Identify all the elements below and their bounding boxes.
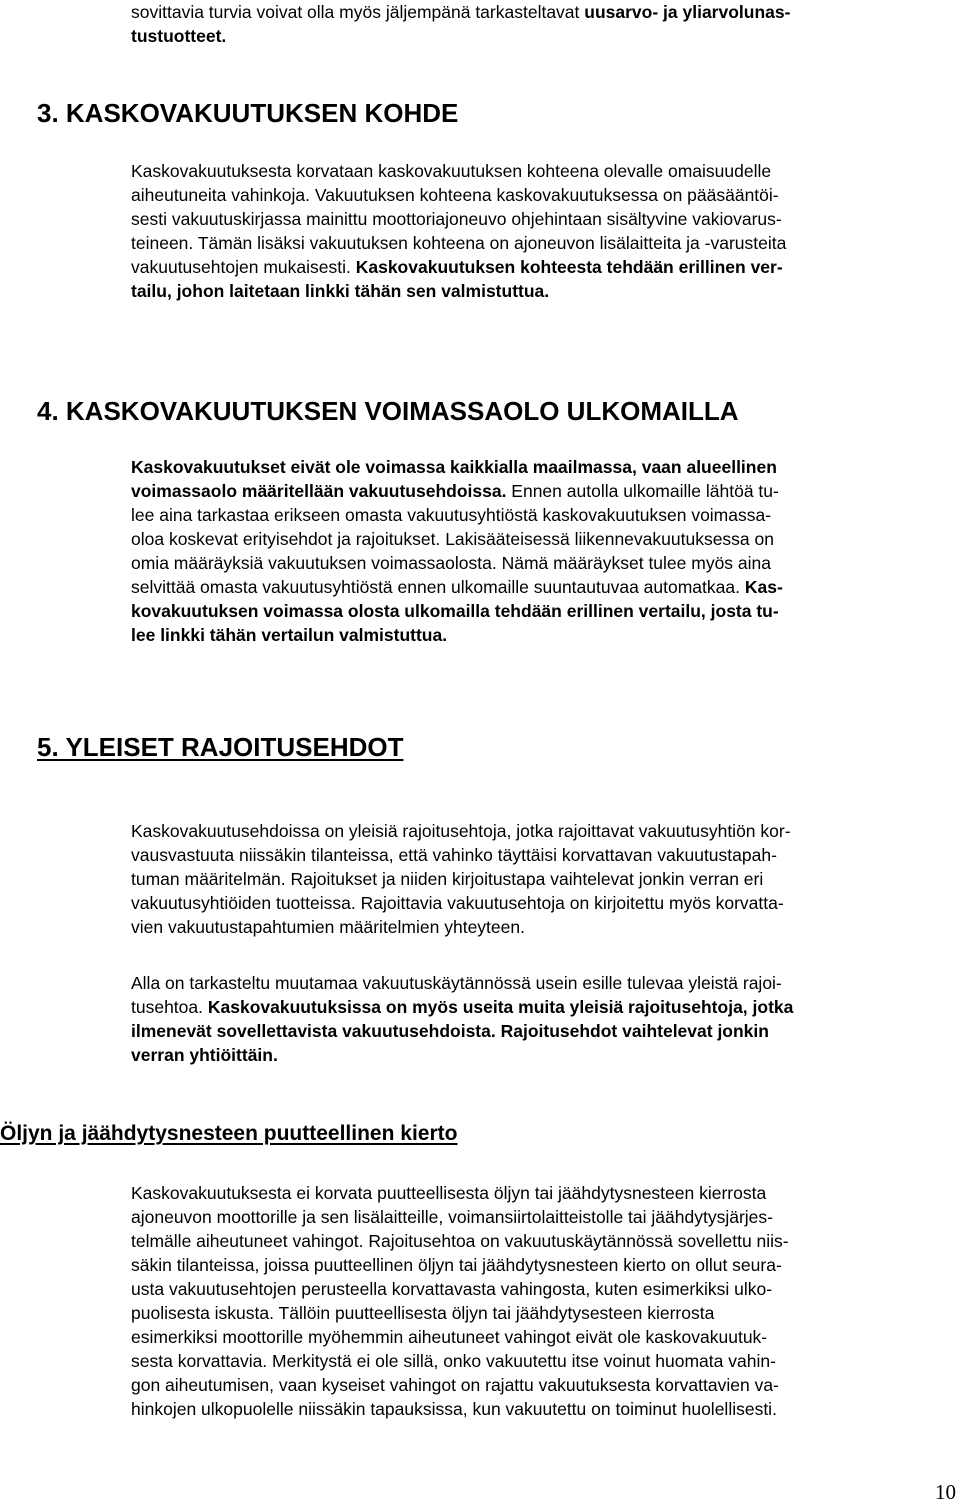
text-line <box>131 1325 789 1349</box>
text-line <box>131 207 786 231</box>
text-line <box>131 1205 789 1229</box>
subsection-paragraph <box>131 1181 789 1421</box>
text-line <box>131 843 791 867</box>
subsection-heading: Öljyn ja jäähdytysnesteen puutteellinen kierto <box>0 1122 458 1145</box>
section-3-heading: 3. KASKOVAKUUTUKSEN KOHDE <box>37 98 459 128</box>
text-line <box>131 623 783 647</box>
body-text: tusehtoa. <box>131 997 208 1017</box>
bold-text: voimassaolo määritellään vakuutusehdoissa. <box>131 481 507 501</box>
body-text: vien vakuutustapahtumien määritelmien yhteyteen. <box>131 917 525 937</box>
body-text: vausvastuuta niissäkin tilanteissa, että vahinko täyttäisi korvattavan vakuutustapah- <box>131 845 777 865</box>
body-text: omia määräyksiä vakuutuksen voimassaolosta. Nämä määräykset tulee myös aina <box>131 553 772 573</box>
body-text: telmälle aiheutuneet vahingot. Rajoitusehtoa on vakuutuskäytännössä sovellettu niis- <box>131 1231 789 1251</box>
text-line <box>131 1019 793 1043</box>
bold-text: Kaskovakuutukset eivät ole voimassa kaikkialla maailmassa, vaan alueellinen <box>131 457 777 477</box>
body-text: puolisesta iskusta. Tällöin puutteellisesta öljyn tai jäähdytysesteen kierrosta <box>131 1303 715 1323</box>
text-line <box>131 551 783 575</box>
text-line <box>131 455 783 479</box>
text-line <box>131 1397 789 1421</box>
body-text: tuman määritelmän. Rajoitukset ja niiden kirjoitustapa vaihtelevat jonkin verran eri <box>131 869 764 889</box>
section-4-heading: 4. KASKOVAKUUTUKSEN VOIMASSAOLO ULKOMAILLA <box>37 396 739 426</box>
text-line <box>131 231 786 255</box>
text-line <box>131 1349 789 1373</box>
text-line <box>131 503 783 527</box>
text-line <box>131 479 783 503</box>
text-line <box>131 1253 789 1277</box>
body-text: Kaskovakuutuksesta ei korvata puutteellisesta öljyn tai jäähdytysnesteen kierrosta <box>131 1183 767 1203</box>
text-line <box>131 891 791 915</box>
text-line <box>131 1277 789 1301</box>
body-text: ajoneuvon moottorille ja sen lisälaitteille, voimansiirtolaitteistolle tai jäähdytysjärjes- <box>131 1207 773 1227</box>
body-text: Alla on tarkasteltu muutamaa vakuutuskäytännössä usein esille tulevaa yleistä rajoi- <box>131 973 782 993</box>
body-text: vakuutusyhtiöiden tuotteissa. Rajoittavia vakuutusehtoja on kirjoitettu myös korvatta- <box>131 893 784 913</box>
bold-text: Kas- <box>744 577 783 597</box>
text-line <box>131 24 790 48</box>
bold-text: kovakuutuksen voimassa olosta ulkomailla tehdään erillinen vertailu, josta tu- <box>131 601 779 621</box>
bold-text: Kaskovakuutuksen kohteesta tehdään erillinen ver- <box>355 257 783 277</box>
text-line <box>131 255 786 279</box>
section-5-heading: 5. YLEISET RAJOITUSEHDOT <box>37 732 404 762</box>
bold-text: lee linkki tähän vertailun valmistuttua. <box>131 625 448 645</box>
text-line <box>131 1301 789 1325</box>
body-text: oloa koskevat erityisehdot ja rajoitukset. Lakisääteisessä liikennevakuutuksessa on <box>131 529 774 549</box>
body-text: Kaskovakuutuksesta korvataan kaskovakuutuksen kohteena olevalle omaisuudelle <box>131 161 772 181</box>
bold-text: verran yhtiöittäin. <box>131 1045 278 1065</box>
bold-text: ilmenevät sovellettavista vakuutusehdoista. Rajoitusehdot vaihtelevat jonkin <box>131 1021 769 1041</box>
text-line <box>131 1229 789 1253</box>
body-text: lee aina tarkastaa erikseen omasta vakuutusyhtiöstä kaskovakuutuksen voimassa- <box>131 505 772 525</box>
bold-text: tailu, johon laitetaan linkki tähän sen valmistuttua. <box>131 281 550 301</box>
text-line <box>131 819 791 843</box>
text-line <box>131 159 786 183</box>
text-line <box>131 867 791 891</box>
body-text: hinkojen ulkopuolelle niissäkin tapauksissa, kun vakuutettu on toiminut huolellisesti. <box>131 1399 777 1419</box>
body-text: gon aiheutumisen, vaan kyseiset vahingot on rajattu vakuutuksesta korvattavien va- <box>131 1375 779 1395</box>
body-text: teineen. Tämän lisäksi vakuutuksen kohteena on ajoneuvon lisälaitteita ja -varusteita <box>131 233 787 253</box>
body-text: usta vakuutusehtojen perusteella korvattavasta vahingosta, kuten esimerkiksi ulko- <box>131 1279 773 1299</box>
text-line <box>131 183 786 207</box>
body-text: sesta korvattavia. Merkitystä ei ole sillä, onko vakuutettu itse voinut huomata vahin- <box>131 1351 776 1371</box>
body-text: vakuutusehtojen mukaisesti. <box>131 257 356 277</box>
body-text: Kaskovakuutusehdoissa on yleisiä rajoitusehtoja, jotka rajoittavat vakuutusyhtiön kor- <box>131 821 791 841</box>
body-text: aiheutuneita vahinkoja. Vakuutuksen kohteena kaskovakuutuksessa on pääsääntöi- <box>131 185 779 205</box>
section-4-paragraph <box>131 455 783 647</box>
body-text: esimerkiksi moottorille myöhemmin aiheutuneet vahingot eivät ole kaskovakuutuk- <box>131 1327 768 1347</box>
bold-text: Kaskovakuutuksissa on myös useita muita yleisiä rajoitusehtoja, jotka <box>207 997 794 1017</box>
body-text: sovittavia turvia voivat olla myös jäljempänä tarkasteltavat <box>131 2 585 22</box>
text-line <box>131 1373 789 1397</box>
text-line <box>131 575 783 599</box>
text-line <box>131 279 786 303</box>
text-line <box>131 0 790 24</box>
bold-text: tustuotteet. <box>131 26 227 46</box>
intro-paragraph <box>131 0 790 48</box>
text-line <box>131 1043 793 1067</box>
body-text: selvittää omasta vakuutusyhtiöstä ennen ulkomaille suuntautuvaa automatkaa. <box>131 577 745 597</box>
text-line <box>131 599 783 623</box>
text-line <box>131 995 793 1019</box>
section-3-paragraph <box>131 159 786 303</box>
body-text: sesti vakuutuskirjassa mainittu moottoriajoneuvo ohjehintaan sisältyvine vakiovarus- <box>131 209 782 229</box>
section-5-paragraph-2 <box>131 971 793 1067</box>
page-number: 10 <box>935 1480 956 1504</box>
text-line <box>131 915 791 939</box>
text-line <box>131 971 793 995</box>
body-text: Ennen autolla ulkomaille lähtöä tu- <box>506 481 779 501</box>
text-line <box>131 1181 789 1205</box>
bold-text: uusarvo- ja yliarvolunas- <box>584 2 791 22</box>
body-text: säkin tilanteissa, joissa puutteellinen öljyn tai jäähdytysnesteen kierto on ollut seura- <box>131 1255 782 1275</box>
section-5-paragraph-1 <box>131 819 791 939</box>
text-line <box>131 527 783 551</box>
